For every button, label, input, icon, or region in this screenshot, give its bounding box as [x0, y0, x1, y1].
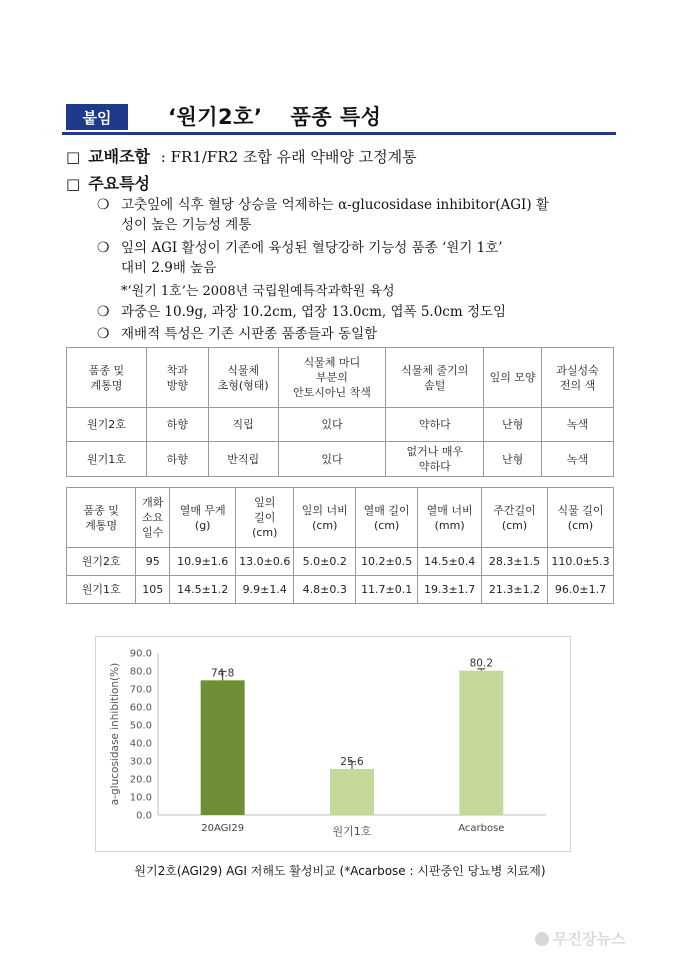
measurements-table [66, 487, 614, 604]
table-row [67, 548, 614, 576]
table-cell: 원기2호 [67, 548, 136, 576]
column-header: 잎의 모양 [484, 348, 542, 408]
column-header: 주간길이 (cm) [482, 488, 548, 548]
cross-value: : FR1/FR2 조합 유래 약배양 고정계통 [160, 148, 417, 166]
table-cell: 원기1호 [67, 442, 147, 477]
traits-table [66, 347, 614, 477]
y-tick-label: 30.0 [129, 756, 152, 768]
y-tick-label: 10.0 [129, 792, 152, 804]
table-cell: 13.0±0.6 [236, 548, 294, 576]
table-cell: 없거나 매우 약하다 [386, 442, 484, 477]
y-tick-label: 90.0 [129, 648, 152, 660]
features-label: 주요특성 [88, 174, 151, 193]
table-cell: 28.3±1.5 [482, 548, 548, 576]
table-cell: 4.8±0.3 [294, 576, 356, 604]
table-cell: 난형 [484, 442, 542, 477]
table-cell: 105 [136, 576, 170, 604]
x-tick-label: 원기1호 [332, 825, 372, 838]
title-rest: 품종 특성 [290, 105, 382, 129]
table-cell: 원기2호 [67, 408, 147, 442]
circle-bullet-icon: ❍ [97, 326, 110, 342]
column-header: 잎의 길이 (cm) [236, 488, 294, 548]
bullet-4 [97, 324, 378, 344]
column-header: 식물 길이 (cm) [547, 488, 613, 548]
agi-inhibition-chart [96, 637, 570, 851]
bullet-1-line-1: 고춧잎에 식후 혈당 상승을 억제하는 α-glucosidase inhibitor(AGI) 활 [121, 197, 549, 213]
table-cell: 있다 [278, 442, 386, 477]
table-cell: 5.0±0.2 [294, 548, 356, 576]
bullet-4-text: 재배적 특성은 기존 시판종 품종들과 동일함 [121, 326, 378, 342]
table-row [67, 576, 614, 604]
table-cell: 녹색 [542, 442, 614, 477]
y-axis-label: a-glucosidase inhibition(%) [109, 662, 121, 806]
circle-bullet-icon: ❍ [97, 240, 110, 256]
column-header: 열매 너비 (mm) [418, 488, 482, 548]
page-title [168, 101, 381, 131]
watermark-logo-icon [535, 932, 549, 946]
bullet-3 [97, 302, 507, 322]
bullet-1-line-2: 성이 높은 기능성 계통 [121, 217, 252, 233]
column-header: 품종 및 계통명 [67, 348, 147, 408]
x-tick-label: 20AGI29 [201, 823, 245, 834]
y-tick-label: 50.0 [129, 720, 152, 732]
table-row [67, 408, 614, 442]
bar [201, 680, 245, 815]
y-tick-label: 40.0 [129, 738, 152, 750]
title-underline [62, 132, 616, 135]
variety-name: ‘원기2호’ [168, 105, 263, 129]
table-cell: 95 [136, 548, 170, 576]
checkbox-icon: □ [66, 148, 81, 166]
table-cell: 9.9±1.4 [236, 576, 294, 604]
column-header: 식물체 마디 부분의 안토시아닌 착색 [278, 348, 386, 408]
table-cell: 원기1호 [67, 576, 136, 604]
column-header: 품종 및 계통명 [67, 488, 136, 548]
table-cell: 10.2±0.5 [356, 548, 418, 576]
bullet-2-line-2: 대비 2.9배 높음 [121, 260, 217, 276]
table-cell: 19.3±1.7 [418, 576, 482, 604]
bullet-2-line-1: 잎의 AGI 활성이 기존에 육성된 혈당강하 기능성 품종 ‘원기 1호’ [121, 240, 503, 256]
attachment-badge: 붙임 [66, 104, 128, 130]
table-cell: 난형 [484, 408, 542, 442]
data-label: 25.6 [340, 755, 364, 768]
table-cell: 하향 [146, 442, 208, 477]
column-header: 잎의 너비 (cm) [294, 488, 356, 548]
chart-frame [95, 636, 571, 852]
table-cell: 녹색 [542, 408, 614, 442]
watermark-text: 무진장뉴스 [553, 930, 626, 948]
circle-bullet-icon: ❍ [97, 197, 110, 213]
column-header: 열매 무게 (g) [170, 488, 236, 548]
table-header-row [67, 488, 614, 548]
y-tick-label: 70.0 [129, 684, 152, 696]
chart-caption: 원기2호(AGI29) AGI 저해도 활성비교 (*Acarbose : 시판중인 당뇨병 치료제) [134, 864, 546, 878]
table-header-row [67, 348, 614, 408]
column-header: 열매 길이 (cm) [356, 488, 418, 548]
data-label: 74.8 [210, 667, 235, 680]
column-header: 개화 소요 일수 [136, 488, 170, 548]
data-label: 80.2 [469, 657, 494, 670]
bullet-1 [97, 195, 617, 235]
bar [459, 671, 503, 815]
checkbox-icon: □ [66, 175, 81, 193]
bullet-2 [97, 238, 617, 278]
table-body [67, 408, 614, 477]
column-header: 과실성숙 전의 색 [542, 348, 614, 408]
x-tick-label: Acarbose [458, 823, 505, 834]
table-cell: 110.0±5.3 [547, 548, 613, 576]
table-cell: 96.0±1.7 [547, 576, 613, 604]
table-body [67, 548, 614, 604]
table-cell: 약하다 [386, 408, 484, 442]
bar [330, 769, 374, 815]
table-cell: 14.5±1.2 [170, 576, 236, 604]
column-header: 식물체 줄기의 솜털 [386, 348, 484, 408]
cross-section [66, 144, 417, 167]
bullet-3-text: 과중은 10.9g, 과장 10.2cm, 엽장 13.0cm, 엽폭 5.0cm 정도임 [121, 304, 507, 320]
table-cell: 14.5±0.4 [418, 548, 482, 576]
table-cell: 있다 [278, 408, 386, 442]
y-tick-label: 0.0 [136, 810, 152, 822]
table-row [67, 442, 614, 477]
column-header: 식물체 초형(형태) [208, 348, 278, 408]
y-tick-label: 20.0 [129, 774, 152, 786]
column-header: 착과 방향 [146, 348, 208, 408]
features-section [66, 171, 150, 194]
table-cell: 21.3±1.2 [482, 576, 548, 604]
bullet-2-note: *‘원기 1호’는 2008년 국립원예특작과학원 육성 [121, 284, 395, 299]
table-cell: 반직립 [208, 442, 278, 477]
cross-label: 교배조합 [88, 147, 151, 166]
table-cell: 11.7±0.1 [356, 576, 418, 604]
table-cell: 직립 [208, 408, 278, 442]
circle-bullet-icon: ❍ [97, 304, 110, 320]
table-cell: 하향 [146, 408, 208, 442]
y-tick-label: 80.0 [129, 666, 152, 678]
table-cell: 10.9±1.6 [170, 548, 236, 576]
watermark [535, 928, 625, 949]
y-tick-label: 60.0 [129, 702, 152, 714]
